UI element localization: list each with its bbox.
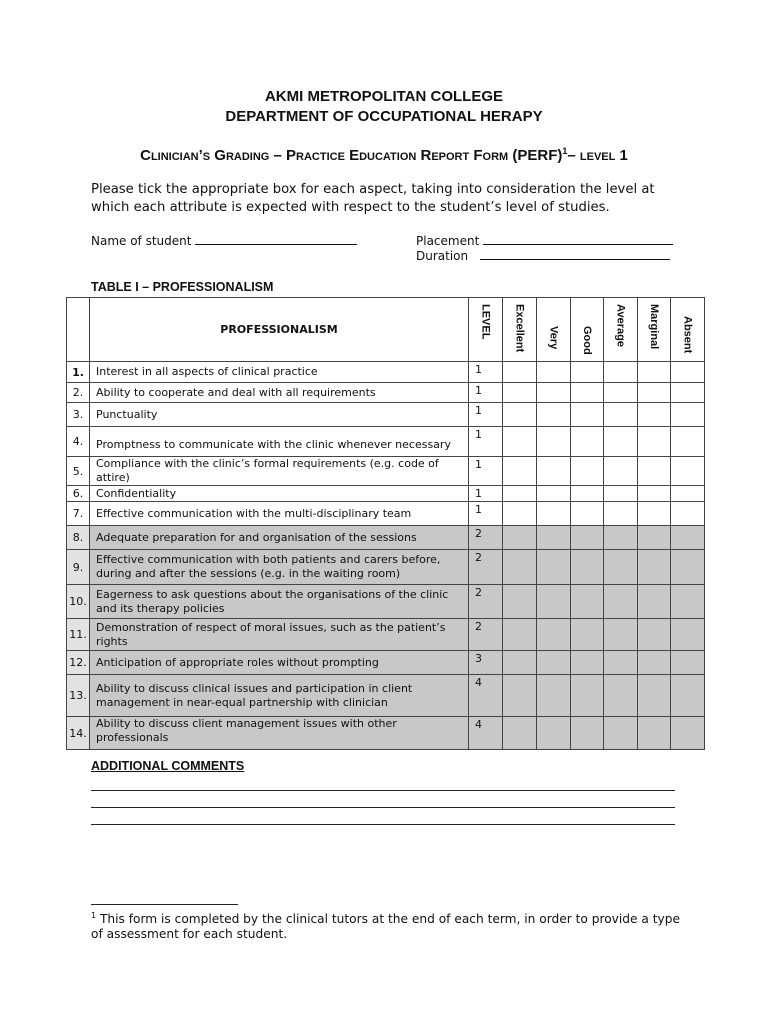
form-title-text: Clinician’s Grading – Practice Education Report Form (PERF) [140,147,563,164]
good-checkbox[interactable] [571,362,604,383]
row-description: Demonstration of respect of moral issues, such as the patient’s rights [90,619,469,651]
good-checkbox[interactable] [571,526,604,550]
very-good-checkbox[interactable] [537,585,571,619]
row-number: 11. [67,619,90,651]
average-checkbox[interactable] [604,403,638,427]
row-number: 9. [67,550,90,585]
professionalism-table [66,297,705,750]
row-level: 2 [469,526,503,550]
header-level-label: LEVEL [479,304,492,340]
excellent-checkbox[interactable] [503,427,537,457]
absent-checkbox[interactable] [671,526,705,550]
row-level: 2 [469,585,503,619]
placement-label: Placement [416,234,480,248]
absent-checkbox[interactable] [671,619,705,651]
row-number: 5. [67,457,90,486]
excellent-checkbox[interactable] [503,362,537,383]
table-row [67,457,705,486]
row-level: 1 [469,362,503,383]
row-number: 3. [67,403,90,427]
good-checkbox[interactable] [571,619,604,651]
footnote [91,908,691,942]
absent-checkbox[interactable] [671,457,705,486]
row-level: 1 [469,383,503,403]
marginal-checkbox[interactable] [638,526,671,550]
row-number: 2. [67,383,90,403]
very-good-checkbox[interactable] [537,526,571,550]
absent-checkbox[interactable] [671,427,705,457]
average-checkbox[interactable] [604,486,638,502]
marginal-checkbox[interactable] [638,550,671,585]
student-name-line[interactable] [195,232,357,245]
header-num-cell [67,298,90,362]
absent-checkbox[interactable] [671,403,705,427]
table-row [67,585,705,619]
absent-checkbox[interactable] [671,362,705,383]
very-good-checkbox[interactable] [537,717,571,750]
marginal-checkbox[interactable] [638,486,671,502]
row-description: Confidentiality [90,486,469,502]
average-checkbox[interactable] [604,362,638,383]
row-number: 8. [67,526,90,550]
row-number: 4. [67,427,90,457]
marginal-checkbox[interactable] [638,383,671,403]
marginal-checkbox[interactable] [638,427,671,457]
very-good-checkbox[interactable] [537,383,571,403]
footnote-text: This form is completed by the clinical tutors at the end of each term, in order to provide a type of assessment for each student. [91,912,680,942]
placement-field[interactable] [416,232,673,248]
header-level [469,298,503,362]
very-good-checkbox[interactable] [537,486,571,502]
row-level: 1 [469,403,503,427]
header-average-label: Average [614,304,627,348]
row-level: 3 [469,651,503,675]
instructions: Please tick the appropriate box for each aspect, taking into consideration the level at which each attribute is expected with respect to the student’s level of studies. [91,182,655,215]
student-name-label: Name of student [91,234,192,248]
marginal-checkbox[interactable] [638,457,671,486]
row-number: 7. [67,502,90,526]
row-level: 2 [469,550,503,585]
table-row [67,486,705,502]
very-good-checkbox[interactable] [537,675,571,717]
average-checkbox[interactable] [604,526,638,550]
table-row [67,362,705,383]
marginal-checkbox[interactable] [638,675,671,717]
good-checkbox[interactable] [571,651,604,675]
duration-line[interactable] [480,247,670,260]
very-good-checkbox[interactable] [537,619,571,651]
table-row [67,619,705,651]
marginal-checkbox[interactable] [638,585,671,619]
placement-line[interactable] [483,232,673,245]
good-checkbox[interactable] [571,675,604,717]
department-name: DEPARTMENT OF OCCUPATIONAL HERAPY [225,108,543,125]
row-description: Effective communication with the multi-disciplinary team [90,502,469,526]
table-row [67,526,705,550]
excellent-checkbox[interactable] [503,675,537,717]
average-checkbox[interactable] [604,675,638,717]
table-title: TABLE I – PROFESSIONALISM [91,280,274,294]
student-name-field[interactable] [91,232,357,248]
table-row [67,717,705,750]
header-absent-label: Absent [681,316,694,354]
table-row [67,403,705,427]
very-good-checkbox[interactable] [537,550,571,585]
excellent-checkbox[interactable] [503,619,537,651]
good-checkbox[interactable] [571,486,604,502]
very-good-checkbox[interactable] [537,403,571,427]
form-title-footnote-mark: 1 [562,146,568,156]
marginal-checkbox[interactable] [638,362,671,383]
marginal-checkbox[interactable] [638,619,671,651]
duration-label: Duration [416,249,469,263]
good-checkbox[interactable] [571,457,604,486]
excellent-checkbox[interactable] [503,383,537,403]
good-checkbox[interactable] [571,550,604,585]
table-row [67,502,705,526]
college-name: AKMI METROPOLITAN COLLEGE [264,88,504,105]
header-professionalism: PROFESSIONALISM [90,298,469,362]
excellent-checkbox[interactable] [503,717,537,750]
average-checkbox[interactable] [604,585,638,619]
average-checkbox[interactable] [604,651,638,675]
header-excellent [503,298,537,362]
marginal-checkbox[interactable] [638,403,671,427]
excellent-checkbox[interactable] [503,502,537,526]
average-checkbox[interactable] [604,383,638,403]
good-checkbox[interactable] [571,427,604,457]
header-marginal-label: Marginal [648,304,660,350]
row-description: Interest in all aspects of clinical practice [90,362,469,383]
row-number: 12. [67,651,90,675]
excellent-checkbox[interactable] [503,403,537,427]
absent-checkbox[interactable] [671,651,705,675]
absent-checkbox[interactable] [671,550,705,585]
average-checkbox[interactable] [604,619,638,651]
average-checkbox[interactable] [604,457,638,486]
duration-field[interactable] [416,247,670,263]
very-good-checkbox[interactable] [537,502,571,526]
table-row [67,383,705,403]
table-row [67,427,705,457]
average-checkbox[interactable] [604,427,638,457]
row-description: Compliance with the clinic’s formal requirements (e.g. code of attire) [90,457,469,486]
good-checkbox[interactable] [571,502,604,526]
form-title [0,146,768,164]
row-description: Promptness to communicate with the clinic whenever necessary [90,427,469,457]
row-level: 1 [469,427,503,457]
average-checkbox[interactable] [604,502,638,526]
table-row [67,675,705,717]
excellent-checkbox[interactable] [503,526,537,550]
average-checkbox[interactable] [604,717,638,750]
absent-checkbox[interactable] [671,486,705,502]
footnote-rule [91,904,238,905]
table-row [67,550,705,585]
good-checkbox[interactable] [571,717,604,750]
absent-checkbox[interactable] [671,383,705,403]
row-description: Punctuality [90,403,469,427]
row-level: 4 [469,717,503,750]
row-level: 4 [469,675,503,717]
row-description: Eagerness to ask questions about the organisations of the clinic and its therapy policies [90,585,469,619]
comment-line[interactable] [91,790,675,791]
row-description: Anticipation of appropriate roles without prompting [90,651,469,675]
row-description: Ability to discuss clinical issues and participation in client management in near-equal partnership with clinician [90,675,469,717]
row-number: 14. [67,717,90,750]
comment-line[interactable] [91,824,675,825]
header-very [537,298,571,362]
average-checkbox[interactable] [604,550,638,585]
marginal-checkbox[interactable] [638,717,671,750]
footnote-mark: 1 [91,911,97,920]
additional-comments-title: ADDITIONAL COMMENTS [91,759,245,773]
header-marginal [638,298,671,362]
header-absent [671,298,705,362]
table-row [67,651,705,675]
excellent-checkbox[interactable] [503,651,537,675]
marginal-checkbox[interactable] [638,502,671,526]
row-number: 10. [67,585,90,619]
form-title-level: – level 1 [567,147,628,164]
header-good [571,298,604,362]
row-description: Effective communication with both patients and carers before, during and after the sessions (e.g. in the waiting room) [90,550,469,585]
row-level: 2 [469,619,503,651]
very-good-checkbox[interactable] [537,362,571,383]
row-level: 1 [469,486,503,502]
row-number: 13. [67,675,90,717]
row-number: 6. [67,486,90,502]
good-checkbox[interactable] [571,383,604,403]
row-description: Ability to cooperate and deal with all requirements [90,383,469,403]
header-excellent-label: Excellent [513,304,526,353]
table-header-row [67,298,705,362]
marginal-checkbox[interactable] [638,651,671,675]
absent-checkbox[interactable] [671,717,705,750]
row-description: Ability to discuss client management issues with other professionals [90,717,469,750]
absent-checkbox[interactable] [671,585,705,619]
absent-checkbox[interactable] [671,675,705,717]
header-good-label: Good [581,326,593,355]
good-checkbox[interactable] [571,403,604,427]
comment-line[interactable] [91,807,675,808]
row-level: 1 [469,457,503,486]
row-description: Adequate preparation for and organisation of the sessions [90,526,469,550]
excellent-checkbox[interactable] [503,585,537,619]
good-checkbox[interactable] [571,585,604,619]
absent-checkbox[interactable] [671,502,705,526]
very-good-checkbox[interactable] [537,651,571,675]
excellent-checkbox[interactable] [503,486,537,502]
excellent-checkbox[interactable] [503,550,537,585]
row-level: 1 [469,502,503,526]
header-very-label: Very [547,326,560,350]
very-good-checkbox[interactable] [537,427,571,457]
row-number: 1. [67,362,90,383]
header-average [604,298,638,362]
very-good-checkbox[interactable] [537,457,571,486]
excellent-checkbox[interactable] [503,457,537,486]
